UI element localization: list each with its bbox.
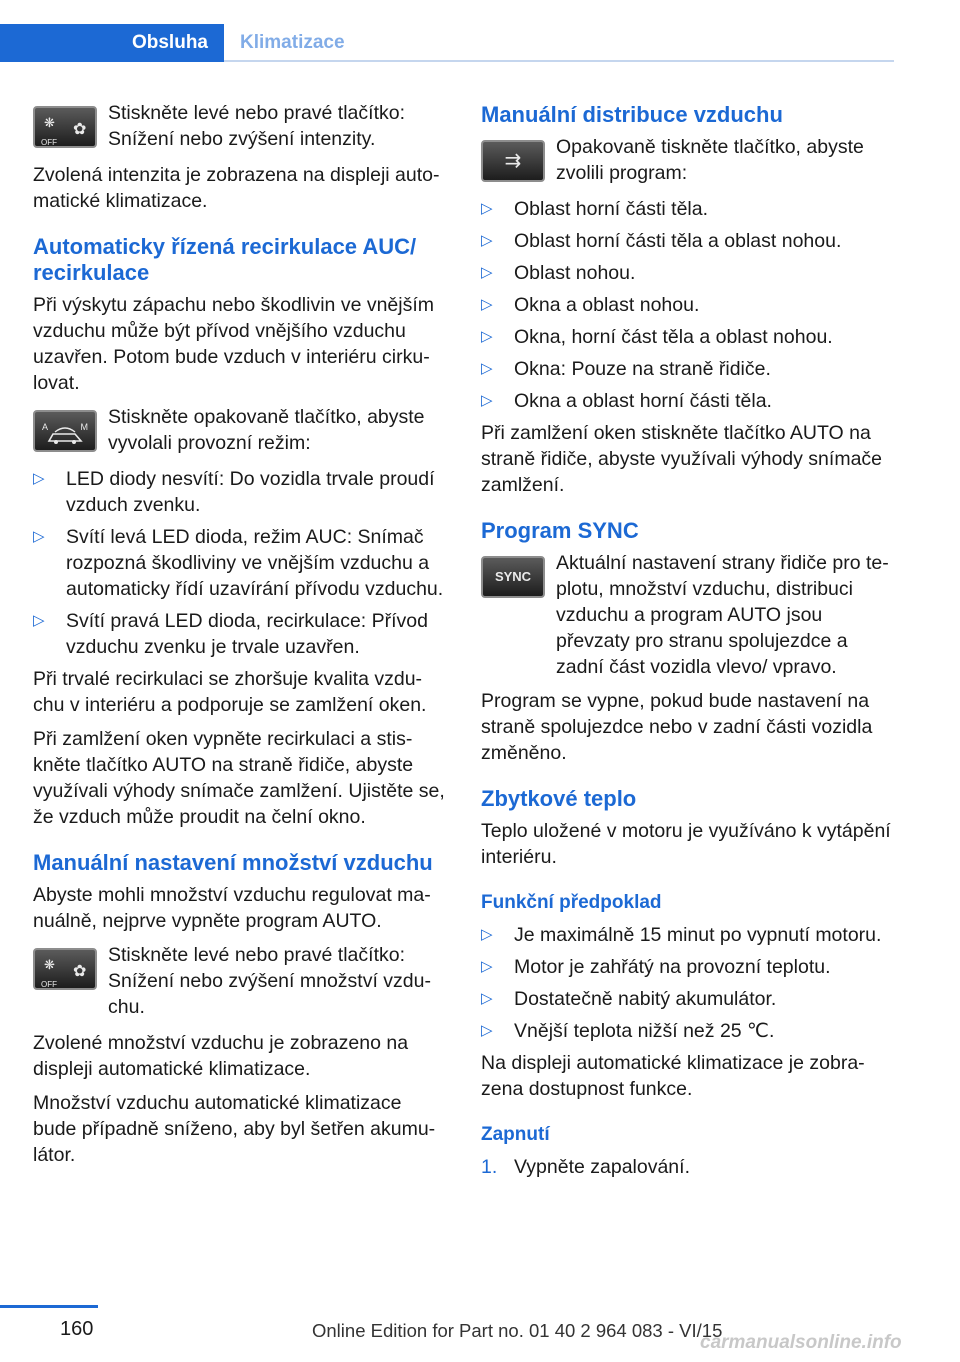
bullet-triangle-icon: ▷ <box>481 296 493 313</box>
list-item: ▷ Dostatečně nabitý akumulátor. <box>481 988 777 1010</box>
fan-large-icon: ✿ <box>73 121 87 138</box>
list-item: ▷ Oblast horní části těla. <box>481 198 709 220</box>
sync-button-block <box>481 550 895 680</box>
steps-list <box>481 1154 895 1180</box>
sync-button-text: Aktuální nastavení strany řidiče pro te-plotu, množství vzduchu, distribuci vzduchu a program AUTO jsou převzaty pro stranu spolujezdce a zadní část vozidla vlevo/ vpravo. <box>556 552 889 678</box>
paragraph: Teplo uložené v motoru je využíváno k vytápění interiéru. <box>481 820 891 868</box>
paragraph: Při zamlžení oken vypněte recirkulaci a stis-kněte tlačítko AUTO na straně řidiče, abyste využívali výhody snímače zamlžení. Ujistěte se, že vzduch může proudit na čelní okno. <box>33 728 445 828</box>
section-tab-klimatizace: Klimatizace <box>240 32 345 53</box>
recirc-button-text: Stiskněte opakovaně tlačítko, abyste vyvolali provozní režim: <box>108 406 425 454</box>
distribution-button-text: Opakovaně tiskněte tlačítko, abyste zvolili program: <box>556 136 864 184</box>
right-column <box>481 102 895 1180</box>
fan-large-icon: ✿ <box>73 963 87 980</box>
list-item: ▷ Okna: Pouze na straně řidiče. <box>481 358 771 380</box>
list-item: ▷ Oblast horní části těla a oblast nohou. <box>481 230 842 252</box>
list-item: ▷ LED diody nesvítí: Do vozidla trvale proudí vzduch zvenku. <box>33 468 435 516</box>
page-number: 160 <box>60 1318 94 1340</box>
paragraph: Abyste mohli množství vzduchu regulovat ma-nuálně, nejprve vypněte program AUTO. <box>33 884 431 932</box>
bullet-triangle-icon: ▷ <box>481 1022 493 1039</box>
bullet-triangle-icon: ▷ <box>481 360 493 377</box>
list-item: ▷ Okna, horní část těla a oblast nohou. <box>481 326 833 348</box>
heading-sync-program: Program SYNC <box>481 518 639 543</box>
bullet-triangle-icon: ▷ <box>481 264 493 281</box>
fan-button-block-2 <box>33 942 447 1020</box>
sync-button-icon <box>481 556 545 598</box>
car-recirculation-icon <box>45 426 85 446</box>
fan-small-icon: ❋ <box>44 957 55 972</box>
step-text: Vypněte zapalování. <box>514 1156 690 1178</box>
heading-residual-heat: Zbytkové teplo <box>481 786 637 811</box>
heading-functional-requirements: Funkční předpoklad <box>481 892 662 913</box>
paragraph: Množství vzduchu automatické klimatizace bude případně sníženo, aby byl šetřen akumu-látor. <box>33 1092 436 1166</box>
recirc-button-block <box>33 404 447 456</box>
recirc-mode-list <box>33 466 447 660</box>
left-column <box>33 100 447 1176</box>
list-item: ▷ Okna a oblast nohou. <box>481 294 700 316</box>
bullet-triangle-icon: ▷ <box>33 612 45 629</box>
air-distribution-button-icon <box>481 140 545 182</box>
bullet-triangle-icon: ▷ <box>481 232 493 249</box>
recirc-m-label: M <box>80 422 88 432</box>
fan-off-label: OFF <box>41 980 57 989</box>
distribution-button-block <box>481 134 895 186</box>
recirc-a-label: A <box>42 422 49 432</box>
page-header <box>0 24 894 62</box>
step-number: 1. <box>481 1156 498 1178</box>
list-item: ▷ Svítí levá LED dioda, režim AUC: Snímač rozpozná škodliviny ve vnějším vzduchu a automaticky řídí uzavírání přívodu vzduchu. <box>33 526 444 600</box>
bullet-triangle-icon: ▷ <box>33 470 45 487</box>
fan-button-icon <box>33 948 97 990</box>
paragraph: Zvolená intenzita je zobrazena na displeji auto-matické klimatizace. <box>33 164 440 212</box>
paragraph: Při zamlžení oken stiskněte tlačítko AUTO na straně řidiče, abyste využívali výhody snímače zamlžení. <box>481 422 883 496</box>
paragraph: Při trvalé recirkulaci se zhoršuje kvalita vzdu-chu v interiéru a podporuje se zamlžení oken. <box>33 668 427 716</box>
fan-button-block <box>33 100 447 152</box>
watermark: carmanualsonline.info <box>700 1332 902 1353</box>
bullet-triangle-icon: ▷ <box>33 528 45 545</box>
list-item: ▷ Oblast nohou. <box>481 262 636 284</box>
fan-small-icon: ❋ <box>44 115 55 130</box>
list-item: ▷ Je maximálně 15 minut po vypnutí motoru. <box>481 924 882 946</box>
bullet-triangle-icon: ▷ <box>481 200 493 217</box>
fan-button-text: Stiskněte levé nebo pravé tlačítko: Snížení nebo zvýšení intenzity. <box>108 102 406 150</box>
list-item <box>481 1154 895 1180</box>
bullet-triangle-icon: ▷ <box>481 328 493 345</box>
recirculation-button-icon <box>33 410 97 452</box>
bullet-triangle-icon: ▷ <box>481 990 493 1007</box>
bullet-triangle-icon: ▷ <box>481 958 493 975</box>
distribution-program-list <box>481 196 895 414</box>
fan-button-text: Stiskněte levé nebo pravé tlačítko: Snížení nebo zvýšení množství vzdu-chu. <box>108 944 431 1018</box>
edition-note: Online Edition for Part no. 01 40 2 964 083 - VI/15 <box>312 1320 723 1341</box>
paragraph: Zvolené množství vzduchu je zobrazeno na displeji automatické klimatizace. <box>33 1032 409 1080</box>
heading-switching-on: Zapnutí <box>481 1124 550 1145</box>
heading-manual-air-amount: Manuální nastavení množství vzduchu <box>33 850 433 875</box>
header-divider <box>224 60 894 62</box>
list-item: ▷ Vnější teplota nižší než 25 ℃. <box>481 1020 775 1042</box>
paragraph: Na displeji automatické klimatizace je zobra-zena dostupnost funkce. <box>481 1052 865 1100</box>
paragraph: Program se vypne, pokud bude nastavení na straně spolujezdce nebo v zadní části vozidla změněno. <box>481 690 873 764</box>
section-tab-obsluha: Obsluha <box>0 24 224 62</box>
list-item: ▷ Okna a oblast horní části těla. <box>481 390 772 412</box>
footer-divider <box>0 1305 98 1308</box>
list-item: ▷ Motor je zahřátý na provozní teplotu. <box>481 956 831 978</box>
fan-button-icon <box>33 106 97 148</box>
bullet-triangle-icon: ▷ <box>481 926 493 943</box>
sync-label: SYNC <box>494 569 532 584</box>
list-item: ▷ Svítí pravá LED dioda, recirkulace: Přívod vzduchu zvenku je trvale uzavřen. <box>33 610 428 658</box>
heading-auc-recirculation: Automaticky řízená recirkulace AUC/ recirkulace <box>33 234 417 285</box>
fan-off-label: OFF <box>41 138 57 147</box>
paragraph: Při výskytu zápachu nebo škodlivin ve vnějším vzduchu může být přívod vnějšího vzduchu uzavřen. Potom bude vzduch v interiéru cirku-lovat. <box>33 294 435 394</box>
bullet-triangle-icon: ▷ <box>481 392 493 409</box>
air-distribution-icon: ⇉ <box>504 150 522 172</box>
heading-manual-distribution: Manuální distribuce vzduchu <box>481 102 783 127</box>
requirements-list <box>481 922 895 1044</box>
